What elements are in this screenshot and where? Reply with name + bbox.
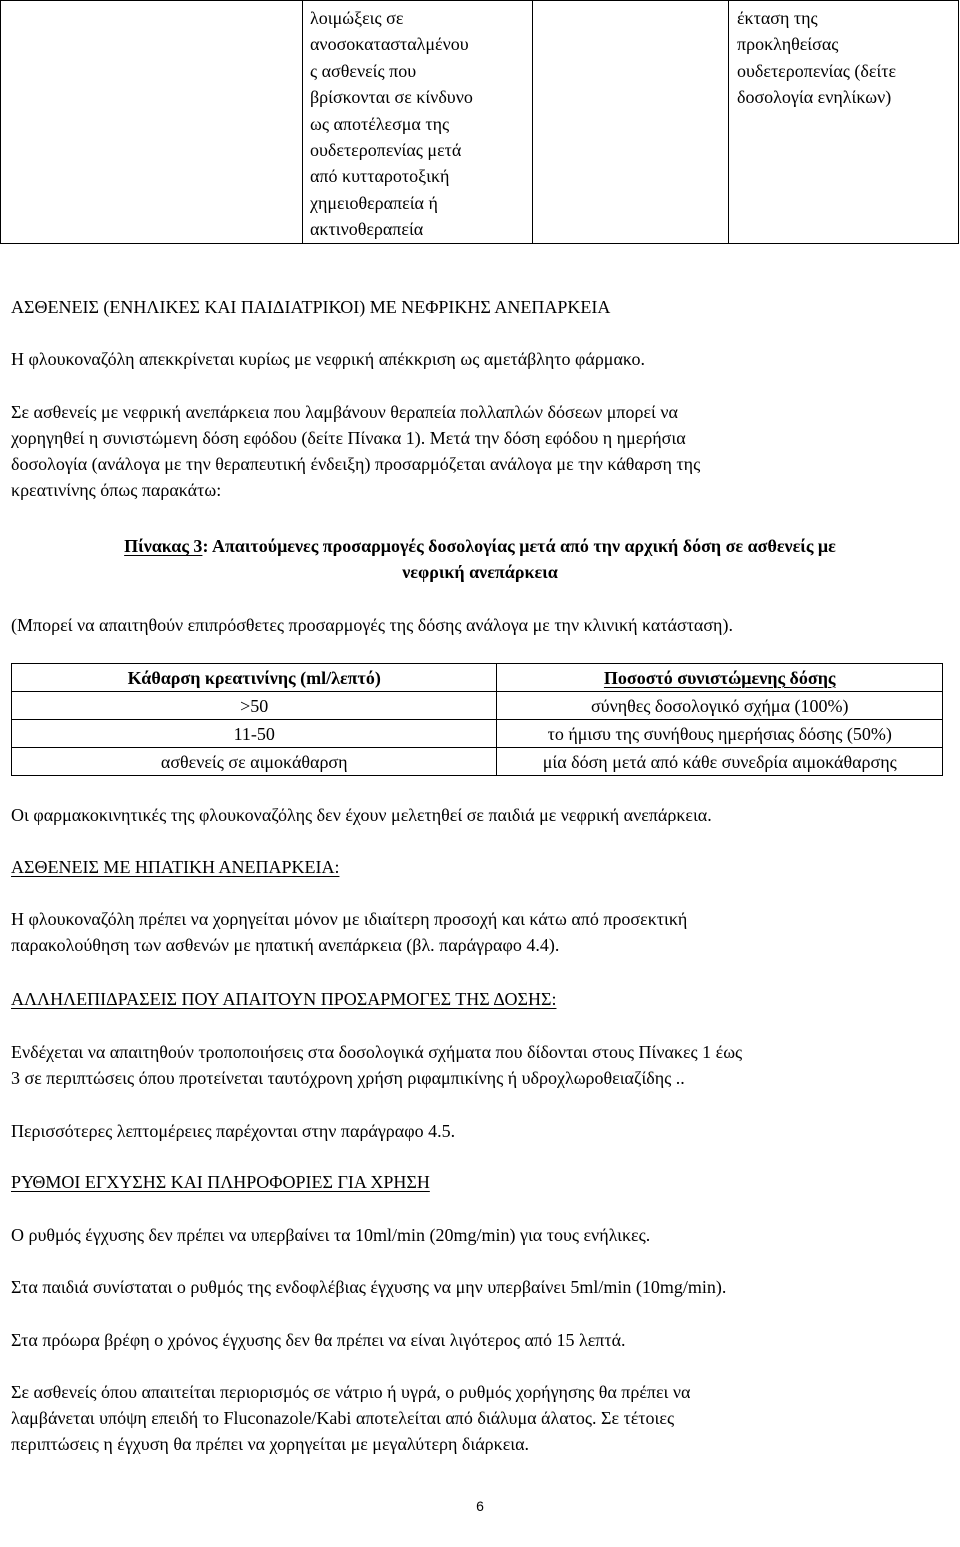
infusion-paragraph-3: Στα πρόωρα βρέφη ο χρόνος έγχυσης δεν θα πρέπει να είναι λιγότερος από 15 λεπτά. <box>11 1330 626 1350</box>
page-number: 6 <box>476 1498 484 1514</box>
table-cell-duration: έκταση της προκληθείσας ουδετεροπενίας (δείτε δοσολογία ενηλίκων) <box>729 1 959 244</box>
renal-dose-table <box>11 663 943 776</box>
column-header-dose: Ποσοστό συνιστώμενης δόσης <box>497 664 943 692</box>
table-row <box>12 748 943 776</box>
table-cell-indication: λοιμώξεις σε ανοσοκατασταλμένου ς ασθενείς που βρίσκονται σε κίνδυνο ως αποτέλεσμα της ουδετεροπενίας μετά από κυτταροτοξική χημειοθεραπεία ή ακτινοθεραπεία <box>303 1 533 244</box>
infusion-paragraph-4: Σε ασθενείς όπου απαιτείται περιορισμός σε νάτριο ή υγρά, ο ρυθμός χορήγησης θα πρέπει να λαμβάνεται υπόψη επειδή το Fluconazole/Kabi αποτελείται από διάλυμα άλατος. Σε τέτοιες περιπτώσεις η έγχυση θα πρέπει να χορηγείται με μεγαλύτερη διάρκεια. <box>11 1382 691 1454</box>
table-cell-empty <box>1 1 303 244</box>
renal-paragraph-1: Η φλουκοναζόλη απεκκρίνεται κυρίως με νεφρική απέκκριση ως αμετάβλητο φάρμακο. <box>11 349 646 369</box>
interactions-paragraph: Ενδέχεται να απαιτηθούν τροποποιήσεις στα δοσολογικά σχήματα που δίδονται στους Πίνακες 1 έως 3 σε περιπτώσεις όπου προτείνεται ταυτόχρονη χρήση ριφαμπικίνης ή υδροχλωροθειαζίδης .. <box>11 1042 743 1088</box>
table-cell: το ήμισυ της συνήθους ημερήσιας δόσης (50%) <box>497 720 943 748</box>
table-cell: μία δόση μετά από κάθε συνεδρία αιμοκάθαρσης <box>497 748 943 776</box>
interactions-paragraph-2: Περισσότερες λεπτομέρειες παρέχονται στην παράγραφο 4.5. <box>11 1121 456 1141</box>
infusion-paragraph-2: Στα παιδιά συνίσταται ο ρυθμός της ενδοφλέβιας έγχυσης να μην υπερβαίνει 5ml/min (10mg/min). <box>11 1277 727 1297</box>
table3-caption-label: Πίνακας 3 <box>124 536 203 556</box>
table-header-row <box>12 664 943 692</box>
infusion-paragraph-1: Ο ρυθμός έγχυσης δεν πρέπει να υπερβαίνει τα 10ml/min (20mg/min) για τους ενήλικες. <box>11 1225 651 1245</box>
table-cell: ασθενείς σε αιμοκάθαρση <box>12 748 497 776</box>
table-cell-empty <box>533 1 729 244</box>
renal-heading: ΑΣΘΕΝΕΙΣ (ΕΝΗΛΙΚΕΣ ΚΑΙ ΠΑΙΔΙΑΤΡΙΚΟΙ) ΜΕ ΝΕΦΡΙΚΗΣ ΑΝΕΠΑΡΚΕΙΑ <box>11 297 611 317</box>
hepatic-heading: ΑΣΘΕΝΕΙΣ ΜΕ ΗΠΑΤΙΚΗ ΑΝΕΠΑΡΚΕΙΑ: <box>11 857 340 877</box>
table-row <box>12 692 943 720</box>
renal-paragraph-2: Σε ασθενείς με νεφρική ανεπάρκεια που λαμβάνουν θεραπεία πολλαπλών δόσεων μπορεί να χορηγηθεί η συνιστώμενη δόση εφόδου (δείτε Πίνακα 1). Μετά την δόση εφόδου η ημερήσια δοσολογία (ανάλογα με την θεραπευτική ένδειξη) προσαρμόζεται ανάλογα με την κάθαρση της κρεατινίνης όπως παρακάτω: <box>11 402 701 500</box>
infusion-heading: ΡΥΘΜΟΙ ΕΓΧΥΣΗΣ ΚΑΙ ΠΛΗΡΟΦΟΡΙΕΣ ΓΙΑ ΧΡΗΣΗ <box>11 1172 430 1192</box>
table-row <box>12 720 943 748</box>
interactions-heading: ΑΛΛΗΛΕΠΙΔΡΑΣΕΙΣ ΠΟΥ ΑΠΑΙΤΟΥΝ ΠΡΟΣΑΡΜΟΓΕΣ ΤΗΣ ΔΟΣΗΣ: <box>11 989 557 1009</box>
pediatric-note: Οι φαρμακοκινητικές της φλουκοναζόλης δεν έχουν μελετηθεί σε παιδιά με νεφρική ανεπάρκεια. <box>11 805 712 825</box>
dosage-table-fragment <box>0 0 959 244</box>
table-cell: 11-50 <box>12 720 497 748</box>
hepatic-paragraph: Η φλουκοναζόλη πρέπει να χορηγείται μόνον με ιδιαίτερη προσοχή και κάτω από προσεκτική παρακολούθηση των ασθενών με ηπατική ανεπάρκεια (βλ. παράγραφο 4.4). <box>11 909 688 955</box>
table-cell: >50 <box>12 692 497 720</box>
table3-note: (Μπορεί να απαιτηθούν επιπρόσθετες προσαρμογές της δόσης ανάλογα με την κλινική κατάσταση). <box>11 615 733 635</box>
table-cell: σύνηθες δοσολογικό σχήμα (100%) <box>497 692 943 720</box>
table3-caption: Πίνακας 3: Απαιτούμενες προσαρμογές δοσολογίας μετά από την αρχική δόση σε ασθενείς με νεφρική ανεπάρκεια <box>124 536 836 582</box>
column-header-clearance: Κάθαρση κρεατινίνης (ml/λεπτό) <box>12 664 497 692</box>
